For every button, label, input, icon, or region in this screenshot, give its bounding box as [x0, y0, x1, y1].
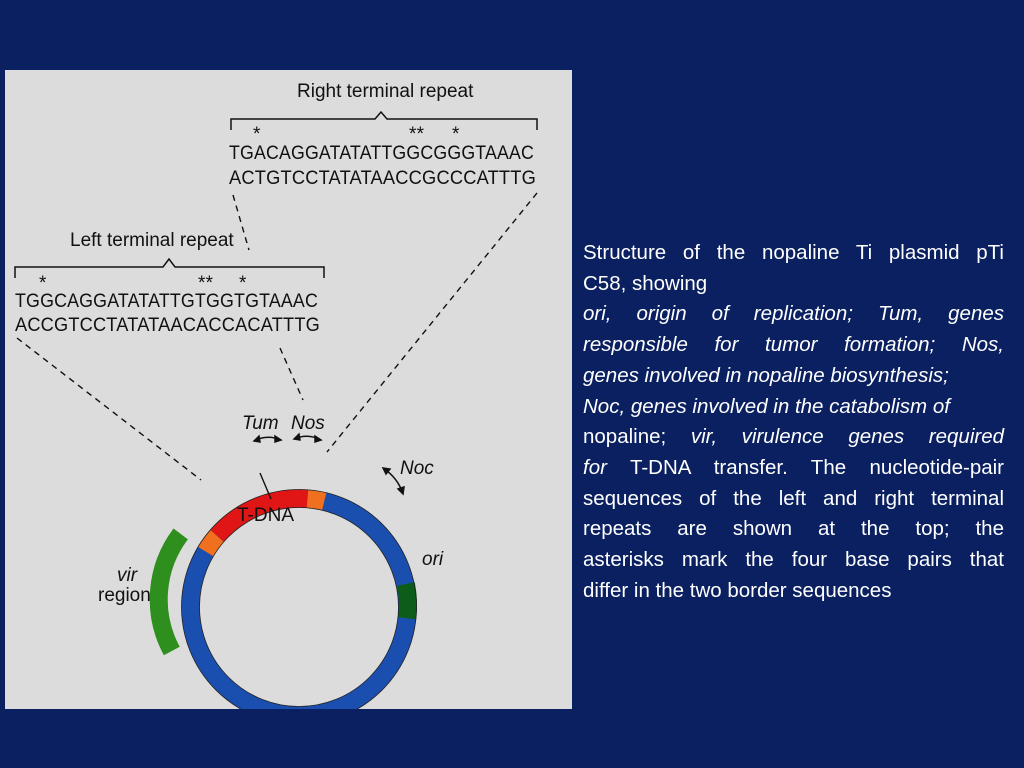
right-repeat-title: Right terminal repeat	[297, 81, 474, 102]
right-asterisk-1: *	[253, 124, 261, 145]
left-repeat-bracket	[15, 259, 324, 278]
caption-line-10: repeats are shown at the top; the	[583, 517, 1004, 541]
right-left-dash	[233, 195, 249, 250]
right-repeat-bracket	[231, 112, 537, 130]
caption-line-8a: for	[583, 455, 607, 479]
caption-line-7a: nopaline;	[583, 425, 667, 449]
left-seq-top: TGGCAGGATATATTGTGGTGTAAAC	[15, 291, 318, 312]
caption-line-7	[583, 422, 1004, 453]
nos-arrow	[294, 434, 321, 442]
caption-line-2: C58, showing	[583, 271, 708, 295]
caption-line-1: Structure of the nopaline Ti plasmid pTi	[583, 241, 1004, 264]
left-asterisk-1: *	[39, 273, 47, 294]
left-right-dash	[280, 348, 303, 400]
left-asterisk-3: *	[239, 273, 247, 294]
ori-segment	[406, 584, 408, 618]
left-repeat-title: Left terminal repeat	[70, 230, 234, 251]
right-asterisk-3: *	[452, 124, 460, 145]
ti-plasmid-diagram	[5, 70, 572, 709]
tum-arrow	[254, 436, 281, 442]
caption-line-6: Noc, genes involved in the catabolism of	[583, 394, 950, 418]
left-border-segment	[206, 536, 218, 552]
caption-line-4: responsible for tumor formation; Nos,	[583, 333, 1004, 357]
caption-line-12: differ in the two border sequences	[583, 578, 892, 602]
ori-label: ori	[422, 549, 444, 570]
left-left-dash	[17, 338, 201, 480]
noc-label: Noc	[400, 458, 434, 479]
right-seq-top: TGACAGGATATATTGGCGGGTAAAC	[229, 143, 534, 164]
caption-line-8	[583, 453, 1004, 484]
ring-inner-edge	[200, 508, 399, 707]
right-asterisk-2: **	[409, 124, 425, 145]
right-seq-bottom: ACTGTCCTATATAACCGCCCATTTG	[229, 168, 536, 189]
caption-line-7b: vir, virulence genes required	[690, 425, 1004, 449]
figure-panel	[5, 70, 572, 709]
vir-region-segment	[159, 534, 181, 651]
vir-label: vir	[117, 565, 138, 586]
right-border-segment	[308, 499, 325, 502]
left-seq-bottom: ACCGTCCTATATAACACCACATTTG	[15, 315, 320, 336]
plasmid-ring	[159, 498, 408, 709]
caption-line-9: sequences of the left and right terminal	[583, 486, 1004, 510]
caption-line-11: asterisks mark the four base pairs that	[583, 548, 1004, 572]
caption-line-3: ori, origin of replication; Tum, genes	[583, 302, 1004, 326]
caption-line-5: genes involved in nopaline biosynthesis;	[583, 363, 949, 387]
caption-line-8b: T-DNA transfer. The nucleotide-pair	[629, 455, 1004, 479]
right-right-dash	[327, 193, 537, 452]
tum-label: Tum	[242, 413, 279, 434]
nos-label: Nos	[291, 413, 325, 434]
left-asterisk-2: **	[198, 273, 214, 294]
tdna-label: T-DNA	[237, 505, 294, 526]
region-label: region	[98, 585, 151, 606]
figure-caption	[583, 238, 1004, 606]
